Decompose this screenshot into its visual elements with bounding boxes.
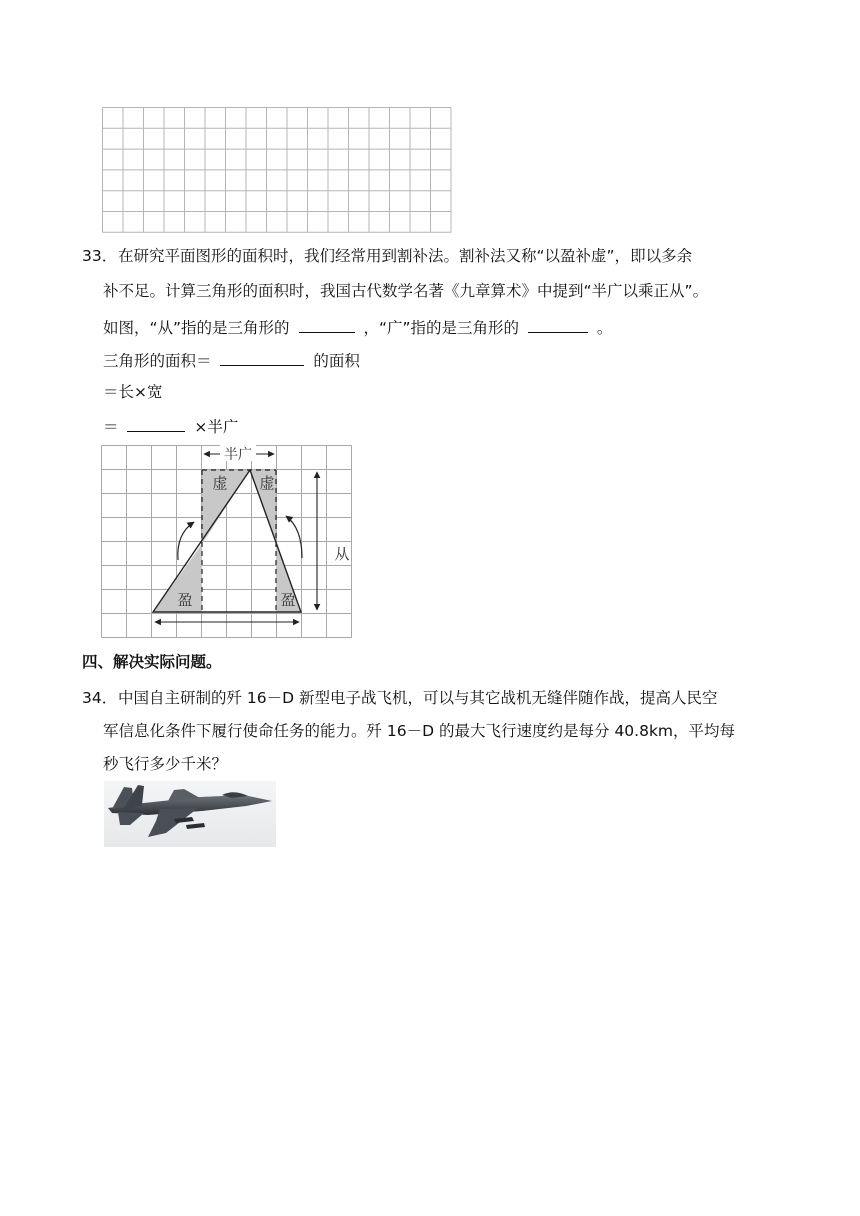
surplus-label-left: 盈 <box>177 591 193 609</box>
q33-line3-part1: 如图，“从”指的是三角形的 <box>103 319 290 337</box>
height-label: 从 <box>334 545 350 563</box>
answer-blank-shape[interactable] <box>220 349 304 366</box>
q33-formula2: ＝长×宽 <box>103 383 163 401</box>
answer-blank-cong[interactable] <box>299 316 355 333</box>
q34-line2: 军信息化条件下履行使命任务的能力。歼 16－D 的最大飞行速度约是每分 40.8km，平均每 <box>103 722 736 740</box>
top-grid-paper <box>102 107 452 233</box>
q34-line3: 秒飞行多少千米？ <box>103 755 228 773</box>
formula1-part1: 三角形的面积＝ <box>103 352 212 370</box>
q33-line3-part3: 。 <box>596 319 613 337</box>
q33-number: 33． <box>82 247 118 265</box>
section-4-title: 四、解决实际问题。 <box>82 653 222 671</box>
fighter-jet-image <box>104 781 276 847</box>
half-width-label: 半广 <box>224 447 252 463</box>
q33-formula1 <box>103 349 360 371</box>
cut-and-fill-triangle-figure <box>100 444 356 640</box>
empty-label-right: 虚 <box>259 474 275 492</box>
q34-number: 34． <box>82 689 118 707</box>
curved-arrow-right <box>286 516 302 558</box>
q33-line2: 补不足。计算三角形的面积时，我国古代数学名著《九章算术》中提到“半广以乘正从”。 <box>103 282 709 300</box>
answer-blank-length[interactable] <box>127 415 185 432</box>
q33-line3 <box>103 316 612 338</box>
q33-formula3 <box>103 415 238 437</box>
formula1-part2: 的面积 <box>313 352 360 370</box>
q34-line1: 中国自主研制的歼 16－D 新型电子战飞机，可以与其它战机无缝伴随作战，提高人民空 <box>118 689 718 707</box>
q33-line3-part2: ，“广”指的是三角形的 <box>363 319 519 337</box>
surplus-label-right: 盈 <box>280 591 296 609</box>
q33-line1: 在研究平面图形的面积时，我们经常用到割补法。割补法又称“以盈补虚”，即以多余 <box>118 247 693 265</box>
formula3-part1: ＝ <box>103 418 119 436</box>
empty-label-left: 虚 <box>212 474 228 492</box>
formula3-part2: ×半广 <box>194 418 239 436</box>
answer-blank-guang[interactable] <box>528 316 588 333</box>
